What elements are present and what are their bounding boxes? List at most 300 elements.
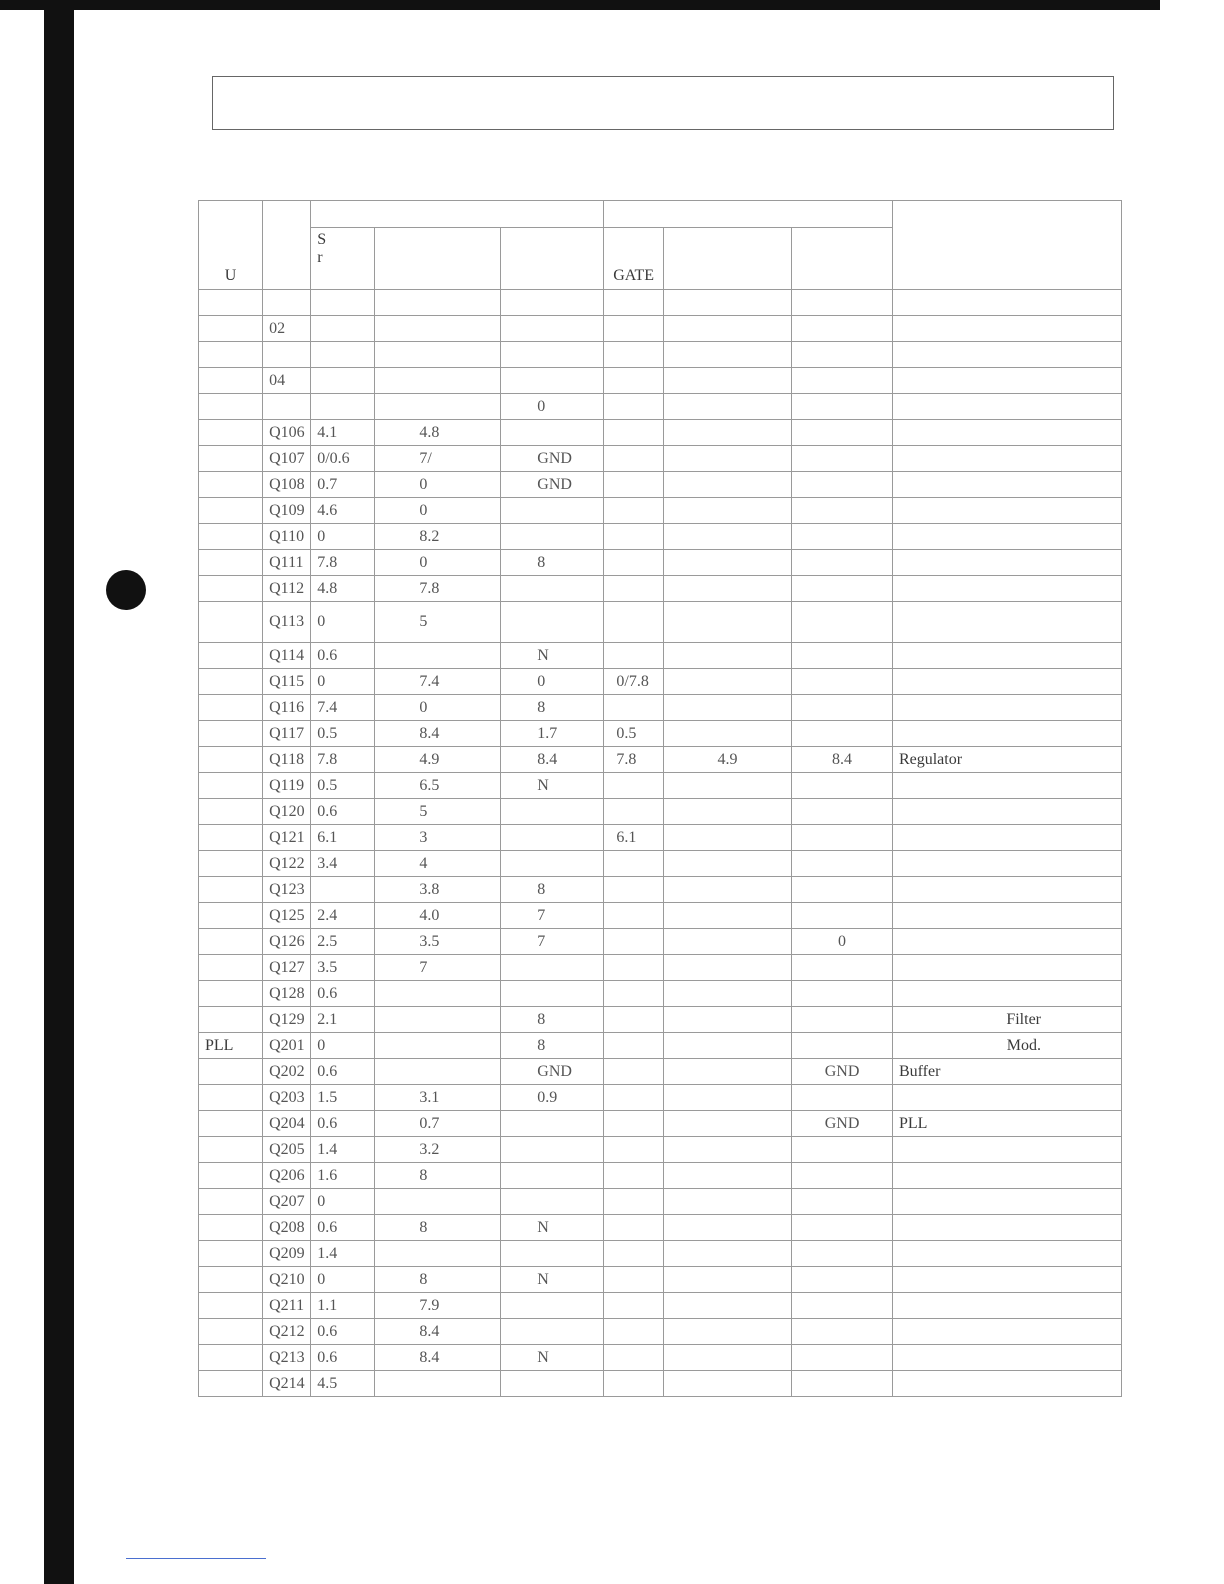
remark-cell: [892, 1371, 1121, 1397]
value-cell-3: N: [501, 1345, 604, 1371]
value-cell-5: [663, 1059, 791, 1085]
value-cell-6: [792, 877, 893, 903]
table-row: [199, 747, 1122, 773]
value-cell-1: 2.5: [311, 929, 375, 955]
unit-cell: [199, 643, 263, 669]
value-cell-4: [604, 1059, 664, 1085]
header-col-c: [792, 228, 893, 290]
value-cell-3: N: [501, 773, 604, 799]
table-row: [199, 550, 1122, 576]
unit-cell: [199, 695, 263, 721]
remark-cell: [892, 825, 1121, 851]
value-cell-2: [375, 1007, 501, 1033]
value-cell-4: [604, 1163, 664, 1189]
remark-cell: [892, 851, 1121, 877]
value-cell-1: 0: [311, 524, 375, 550]
value-cell-4: [604, 695, 664, 721]
value-cell-3: GND: [501, 1059, 604, 1085]
header-source: S r: [311, 228, 375, 290]
value-cell-4: [604, 773, 664, 799]
unit-cell: [199, 446, 263, 472]
value-cell-4: [604, 1215, 664, 1241]
value-cell-5: [663, 576, 791, 602]
bottom-underline: [126, 1558, 266, 1559]
value-cell-6: [792, 576, 893, 602]
value-cell-4: [604, 1111, 664, 1137]
value-cell-3: N: [501, 1267, 604, 1293]
remark-cell: [892, 290, 1121, 316]
value-cell-2: 8: [375, 1163, 501, 1189]
value-cell-2: 5: [375, 799, 501, 825]
value-cell-5: [663, 498, 791, 524]
table-row: [199, 576, 1122, 602]
value-cell-6: [792, 1189, 893, 1215]
value-cell-3: [501, 368, 604, 394]
unit-cell: [199, 1293, 263, 1319]
value-cell-2: 8.2: [375, 524, 501, 550]
value-cell-4: [604, 1189, 664, 1215]
value-cell-2: 4.9: [375, 747, 501, 773]
value-cell-6: [792, 1241, 893, 1267]
header-col-b: [663, 228, 791, 290]
value-cell-3: [501, 342, 604, 368]
value-cell-3: N: [501, 1215, 604, 1241]
value-cell-3: [501, 851, 604, 877]
value-cell-1: 7.8: [311, 550, 375, 576]
value-cell-3: [501, 1371, 604, 1397]
value-cell-6: [792, 316, 893, 342]
value-cell-1: 0/0.6: [311, 446, 375, 472]
value-cell-5: [663, 1371, 791, 1397]
remark-cell: [892, 1267, 1121, 1293]
remark-cell: PLL: [892, 1111, 1121, 1137]
value-cell-1: 0: [311, 1033, 375, 1059]
table-row: [199, 368, 1122, 394]
value-cell-6: [792, 472, 893, 498]
value-cell-2: 3.8: [375, 877, 501, 903]
value-cell-6: [792, 524, 893, 550]
ref-cell: Q114: [263, 643, 311, 669]
punch-hole: [106, 570, 146, 610]
value-cell-3: [501, 1293, 604, 1319]
remark-cell: [892, 955, 1121, 981]
value-cell-5: [663, 643, 791, 669]
unit-cell: [199, 877, 263, 903]
value-cell-1: 0: [311, 669, 375, 695]
value-cell-4: [604, 316, 664, 342]
table-row: [199, 851, 1122, 877]
value-cell-3: 0: [501, 669, 604, 695]
value-cell-2: 6.5: [375, 773, 501, 799]
unit-cell: [199, 773, 263, 799]
value-cell-4: [604, 1241, 664, 1267]
value-cell-1: 0: [311, 1189, 375, 1215]
remark-cell: [892, 721, 1121, 747]
table-row: [199, 420, 1122, 446]
table-row: [199, 290, 1122, 316]
table-row: [199, 929, 1122, 955]
value-cell-1: 0.6: [311, 1345, 375, 1371]
value-cell-1: 0: [311, 602, 375, 643]
remark-cell: [892, 981, 1121, 1007]
value-cell-2: [375, 290, 501, 316]
value-cell-4: 0/7.8: [604, 669, 664, 695]
value-cell-3: GND: [501, 446, 604, 472]
value-cell-2: 7.8: [375, 576, 501, 602]
value-cell-3: [501, 498, 604, 524]
value-cell-2: 3.2: [375, 1137, 501, 1163]
value-cell-5: [663, 955, 791, 981]
ref-cell: Q207: [263, 1189, 311, 1215]
value-cell-5: [663, 472, 791, 498]
value-cell-6: [792, 851, 893, 877]
header-gate2: [501, 228, 604, 290]
remark-cell: [892, 1215, 1121, 1241]
remark-cell: [892, 498, 1121, 524]
ref-cell: Q125: [263, 903, 311, 929]
ref-cell: Q111: [263, 550, 311, 576]
unit-cell: [199, 602, 263, 643]
unit-cell: [199, 1137, 263, 1163]
value-cell-6: [792, 1319, 893, 1345]
value-cell-4: [604, 576, 664, 602]
ref-cell: Q109: [263, 498, 311, 524]
table-row: [199, 1241, 1122, 1267]
value-cell-6: [792, 799, 893, 825]
unit-cell: [199, 1007, 263, 1033]
ref-cell: Q212: [263, 1319, 311, 1345]
ref-cell: Q122: [263, 851, 311, 877]
unit-cell: [199, 1189, 263, 1215]
value-cell-5: [663, 316, 791, 342]
value-cell-2: [375, 368, 501, 394]
value-cell-2: 7/: [375, 446, 501, 472]
value-cell-2: 0.7: [375, 1111, 501, 1137]
value-cell-6: [792, 498, 893, 524]
ref-cell: Q204: [263, 1111, 311, 1137]
table-row: [199, 1085, 1122, 1111]
value-cell-5: [663, 799, 791, 825]
value-cell-3: 8: [501, 695, 604, 721]
value-cell-3: 8.4: [501, 747, 604, 773]
value-cell-5: [663, 420, 791, 446]
remark-cell: [892, 643, 1121, 669]
value-cell-2: 8.4: [375, 1345, 501, 1371]
unit-cell: [199, 524, 263, 550]
value-cell-2: 0: [375, 472, 501, 498]
value-cell-4: [604, 643, 664, 669]
value-cell-6: [792, 1267, 893, 1293]
ref-cell: Q129: [263, 1007, 311, 1033]
value-cell-5: [663, 695, 791, 721]
value-cell-4: [604, 981, 664, 1007]
scan-top-border: [0, 0, 1160, 10]
value-cell-4: [604, 472, 664, 498]
unit-cell: [199, 1163, 263, 1189]
unit-cell: [199, 747, 263, 773]
value-cell-3: 7: [501, 929, 604, 955]
value-cell-6: 8.4: [792, 747, 893, 773]
table-row: [199, 1111, 1122, 1137]
remark-cell: [892, 773, 1121, 799]
table-row: [199, 498, 1122, 524]
ref-cell: Q120: [263, 799, 311, 825]
unit-cell: [199, 851, 263, 877]
table-row: [199, 524, 1122, 550]
remark-cell: [892, 669, 1121, 695]
remark-cell: [892, 420, 1121, 446]
table-row: [199, 773, 1122, 799]
ref-cell: Q202: [263, 1059, 311, 1085]
ref-cell: Q210: [263, 1267, 311, 1293]
table-row: [199, 955, 1122, 981]
value-cell-6: [792, 981, 893, 1007]
value-cell-3: 7: [501, 903, 604, 929]
value-cell-3: [501, 1319, 604, 1345]
value-cell-2: 3.5: [375, 929, 501, 955]
table-row: [199, 602, 1122, 643]
value-cell-5: [663, 1007, 791, 1033]
value-cell-3: 0: [501, 394, 604, 420]
value-cell-5: [663, 1033, 791, 1059]
value-cell-6: [792, 955, 893, 981]
table-row: [199, 1163, 1122, 1189]
value-cell-6: [792, 773, 893, 799]
remark-cell: Regulator: [892, 747, 1121, 773]
ref-cell: Q107: [263, 446, 311, 472]
value-cell-2: [375, 981, 501, 1007]
remark-cell: [892, 1085, 1121, 1111]
value-cell-1: 0.6: [311, 799, 375, 825]
ref-cell: Q127: [263, 955, 311, 981]
value-cell-6: [792, 721, 893, 747]
remark-cell: [892, 695, 1121, 721]
remark-cell: Buffer: [892, 1059, 1121, 1085]
value-cell-5: [663, 1137, 791, 1163]
value-cell-6: [792, 1007, 893, 1033]
value-cell-5: [663, 1319, 791, 1345]
value-cell-2: 0: [375, 695, 501, 721]
value-cell-2: [375, 1059, 501, 1085]
value-cell-4: [604, 368, 664, 394]
value-cell-4: 6.1: [604, 825, 664, 851]
value-cell-5: [663, 1215, 791, 1241]
value-cell-1: 0.6: [311, 1215, 375, 1241]
value-cell-4: [604, 550, 664, 576]
title-box: [212, 76, 1114, 130]
value-cell-2: 4: [375, 851, 501, 877]
remark-cell: [892, 368, 1121, 394]
value-cell-5: [663, 368, 791, 394]
value-cell-2: [375, 1189, 501, 1215]
value-cell-1: 4.1: [311, 420, 375, 446]
remark-cell: [892, 1241, 1121, 1267]
table-body: [199, 290, 1122, 1397]
value-cell-3: GND: [501, 472, 604, 498]
value-cell-1: 6.1: [311, 825, 375, 851]
value-cell-4: [604, 1267, 664, 1293]
unit-cell: [199, 368, 263, 394]
value-cell-4: [604, 498, 664, 524]
value-cell-2: 0: [375, 550, 501, 576]
value-cell-3: [501, 420, 604, 446]
value-cell-6: [792, 1371, 893, 1397]
value-cell-6: [792, 825, 893, 851]
value-cell-4: 0.5: [604, 721, 664, 747]
unit-cell: [199, 1345, 263, 1371]
ref-cell: [263, 342, 311, 368]
value-cell-6: [792, 394, 893, 420]
header-unit: U: [199, 201, 263, 290]
ref-cell: Q205: [263, 1137, 311, 1163]
value-cell-6: [792, 420, 893, 446]
value-cell-1: 0.6: [311, 1319, 375, 1345]
unit-cell: [199, 576, 263, 602]
value-cell-6: [792, 446, 893, 472]
value-cell-1: [311, 316, 375, 342]
value-cell-3: [501, 576, 604, 602]
value-cell-4: [604, 851, 664, 877]
value-cell-6: [792, 550, 893, 576]
value-cell-1: 1.4: [311, 1137, 375, 1163]
value-cell-3: [501, 799, 604, 825]
unit-cell: [199, 1319, 263, 1345]
unit-cell: [199, 955, 263, 981]
remark-cell: [892, 1189, 1121, 1215]
value-cell-2: 3: [375, 825, 501, 851]
value-cell-1: 1.6: [311, 1163, 375, 1189]
value-cell-5: [663, 825, 791, 851]
unit-cell: [199, 316, 263, 342]
table-row: [199, 695, 1122, 721]
value-cell-5: [663, 981, 791, 1007]
unit-cell: [199, 1241, 263, 1267]
ref-cell: Q106: [263, 420, 311, 446]
ref-cell: [263, 290, 311, 316]
ref-cell: 02: [263, 316, 311, 342]
table-row: [199, 981, 1122, 1007]
value-cell-4: [604, 1319, 664, 1345]
value-cell-4: [604, 955, 664, 981]
header-drain: [375, 228, 501, 290]
value-cell-1: 2.1: [311, 1007, 375, 1033]
voltage-table: [198, 200, 1122, 1397]
value-cell-3: 8: [501, 550, 604, 576]
value-cell-1: 0.5: [311, 773, 375, 799]
remark-cell: [892, 472, 1121, 498]
table-row: [199, 1215, 1122, 1241]
remark-cell: [892, 1137, 1121, 1163]
value-cell-1: 0.6: [311, 1059, 375, 1085]
value-cell-2: [375, 643, 501, 669]
value-cell-6: [792, 1137, 893, 1163]
value-cell-6: [792, 290, 893, 316]
value-cell-2: 0: [375, 498, 501, 524]
value-cell-2: 4.8: [375, 420, 501, 446]
value-cell-2: 4.0: [375, 903, 501, 929]
value-cell-4: [604, 602, 664, 643]
ref-cell: Q118: [263, 747, 311, 773]
remark-cell: [892, 524, 1121, 550]
value-cell-5: [663, 446, 791, 472]
ref-cell: Q119: [263, 773, 311, 799]
value-cell-5: [663, 290, 791, 316]
scan-left-border: [44, 0, 74, 1584]
value-cell-5: [663, 1241, 791, 1267]
value-cell-4: [604, 1371, 664, 1397]
value-cell-5: [663, 550, 791, 576]
value-cell-3: [501, 1137, 604, 1163]
unit-cell: [199, 1215, 263, 1241]
value-cell-4: [604, 1137, 664, 1163]
value-cell-2: [375, 394, 501, 420]
remark-cell: [892, 342, 1121, 368]
value-cell-3: [501, 1189, 604, 1215]
value-cell-1: 1.4: [311, 1241, 375, 1267]
value-cell-6: GND: [792, 1111, 893, 1137]
value-cell-6: [792, 1163, 893, 1189]
value-cell-1: 1.1: [311, 1293, 375, 1319]
table-row: [199, 394, 1122, 420]
value-cell-1: 7.8: [311, 747, 375, 773]
value-cell-3: [501, 1111, 604, 1137]
unit-cell: [199, 903, 263, 929]
value-cell-3: [501, 825, 604, 851]
value-cell-1: 1.5: [311, 1085, 375, 1111]
value-cell-5: [663, 669, 791, 695]
value-cell-6: [792, 1215, 893, 1241]
value-cell-5: [663, 851, 791, 877]
value-cell-3: [501, 524, 604, 550]
unit-cell: [199, 981, 263, 1007]
value-cell-1: [311, 290, 375, 316]
value-cell-3: 0.9: [501, 1085, 604, 1111]
unit-cell: [199, 1085, 263, 1111]
value-cell-5: [663, 1267, 791, 1293]
remark-cell: [892, 877, 1121, 903]
value-cell-1: 4.5: [311, 1371, 375, 1397]
remark-cell: [892, 799, 1121, 825]
remark-cell: Mod.: [892, 1033, 1121, 1059]
value-cell-2: 8.4: [375, 1319, 501, 1345]
value-cell-4: [604, 1345, 664, 1371]
table-row: [199, 1059, 1122, 1085]
value-cell-1: [311, 368, 375, 394]
value-cell-5: 4.9: [663, 747, 791, 773]
table-row: [199, 1033, 1122, 1059]
value-cell-4: [604, 524, 664, 550]
value-cell-2: 7: [375, 955, 501, 981]
table-row: [199, 877, 1122, 903]
value-cell-2: 7.9: [375, 1293, 501, 1319]
remark-cell: [892, 929, 1121, 955]
value-cell-2: [375, 1033, 501, 1059]
value-cell-4: [604, 1007, 664, 1033]
table-row: [199, 1293, 1122, 1319]
value-cell-4: [604, 1085, 664, 1111]
value-cell-6: [792, 669, 893, 695]
table-row: [199, 472, 1122, 498]
unit-cell: [199, 1059, 263, 1085]
value-cell-5: [663, 602, 791, 643]
ref-cell: Q113: [263, 602, 311, 643]
unit-cell: [199, 420, 263, 446]
value-cell-2: 7.4: [375, 669, 501, 695]
value-cell-4: [604, 1033, 664, 1059]
value-cell-6: [792, 1345, 893, 1371]
unit-cell: [199, 1267, 263, 1293]
table-row: [199, 1345, 1122, 1371]
